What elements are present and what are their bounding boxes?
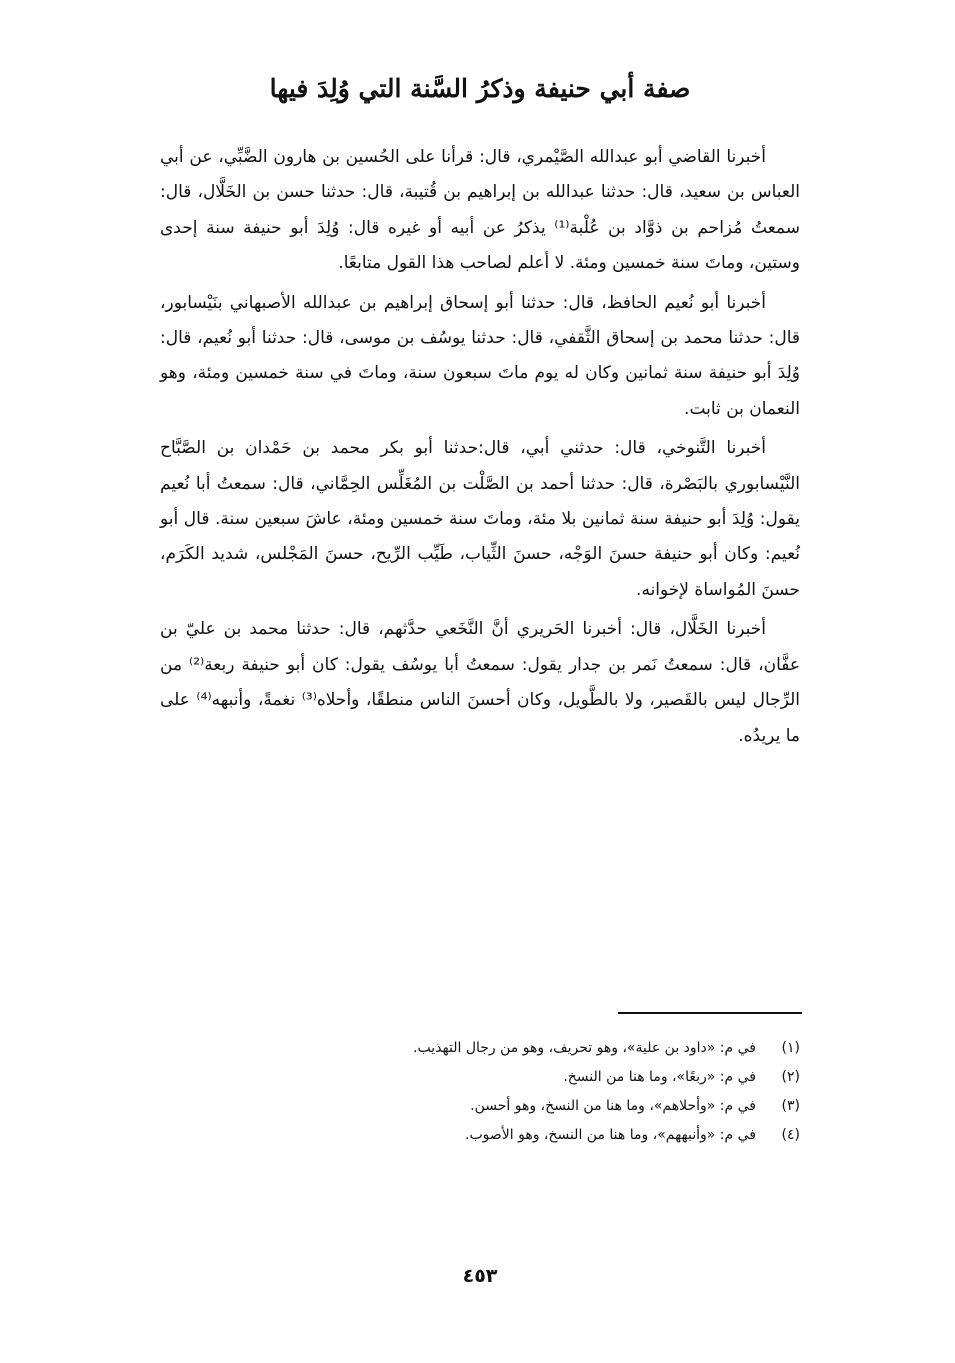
footnote-3 <box>300 1092 800 1121</box>
footnote-separator <box>618 1012 802 1014</box>
footnote-number: (٣) <box>781 1098 800 1114</box>
footnote-number: (٢) <box>781 1069 800 1085</box>
footnote-4 <box>300 1121 800 1150</box>
page-title: صفة أبي حنيفة وذكرُ السَّنة التي وُلِدَ فيها <box>269 74 691 103</box>
paragraph-4: أخبرنا الخَلَّال، قال: أخبرنا الحَريري أنَّ النَّخَعي حدَّثهم، قال: حدثنا محمد بن عليّ بن عفَّان، قال: سمعتُ نَمر بن جدار يقول: سمعتُ أبا يوسُف يقول: كان أبو حنيفة ربعة⁽²⁾ من الرِّجال ليس بالقَصير، ولا بالطَّويل، وكان أحسنَ الناس منطقًا، وأحلاه⁽³⁾ نغمةً، وأنبهه⁽⁴⁾ على ما يريدُه. <box>160 619 800 746</box>
footnote-2 <box>300 1063 800 1092</box>
footnote-number: (٤) <box>781 1127 800 1143</box>
footnotes <box>300 1034 800 1150</box>
page-number: ٤٥٣ <box>462 1265 498 1287</box>
footnote-text: في م: «وأحلاهم»، وما هنا من النسخ، وهو أحسن. <box>470 1098 756 1114</box>
paragraph-3: أخبرنا التَّنوخي، قال: حدثني أبي، قال:حدثنا أبو بكر محمد بن حَمْدان بن الصَّبَّاح النَّيْسابوري بالبَصْرة، قال: حدثنا أحمد بن الصَّلْت بن المُغَلِّس الحِمَّاني، قال: سمعتُ أبا نُعيم يقول: وُلِدَ أبو حنيفة سنة ثمانين بلا مئة، وماتَ سنة خمسين ومئة، عاشَ سبعين سنة. قال أبو نُعيم: وكان أبو حنيفة حسنَ الوَجْه، حسنَ الثِّياب، طَيِّب الرِّيح، حسنَ المَجْلس، شديد الكَرَم، حسنَ المُواساة لإخوانه. <box>160 438 800 600</box>
footnote-number: (١) <box>781 1040 800 1056</box>
footnote-1 <box>300 1034 800 1063</box>
paragraph-1: أخبرنا القاضي أبو عبدالله الصَّيْمري، قال: قرأنا على الحُسين بن هارون الضَّبِّي، عن أبي العباس بن سعيد، قال: حدثنا عبدالله بن إبراهيم بن قُتيبة، قال: حدثنا حسن بن الخَلَّال، قال: سمعتُ مُزاحم بن ذوَّاد بن عُلْبة⁽¹⁾ يذكرُ عن أبيه أو غيره قال: وُلِدَ أبو حنيفة سنة إحدى وستين، وماتَ سنة خمسين ومئة. لا أعلم لصاحب هذا القول متابعًا. <box>160 147 800 274</box>
paragraph-2: أخبرنا أبو نُعيم الحافظ، قال: حدثنا أبو إسحاق إبراهيم بن عبدالله الأصبهاني بنَيْسابور، قال: حدثنا محمد بن إسحاق الثَّقفي، قال: حدثنا يوسُف بن موسى، قال: حدثنا أبو نُعيم، قال: وُلِدَ أبو حنيفة سنة ثمانين وكان له يوم ماتَ سبعون سنة، وماتَ في سنة خمسين ومئة، وهو النعمان بن ثابت. <box>160 292 800 419</box>
body-text <box>160 140 800 758</box>
footnote-text: في م: «ربعًا»، وما هنا من النسخ. <box>563 1069 756 1085</box>
footnote-text: في م: «وأنبههم»، وما هنا من النسخ، وهو الأصوب. <box>465 1127 756 1143</box>
footnote-text: في م: «داود بن علية»، وهو تحريف، وهو من رجال التهذيب. <box>413 1040 756 1056</box>
